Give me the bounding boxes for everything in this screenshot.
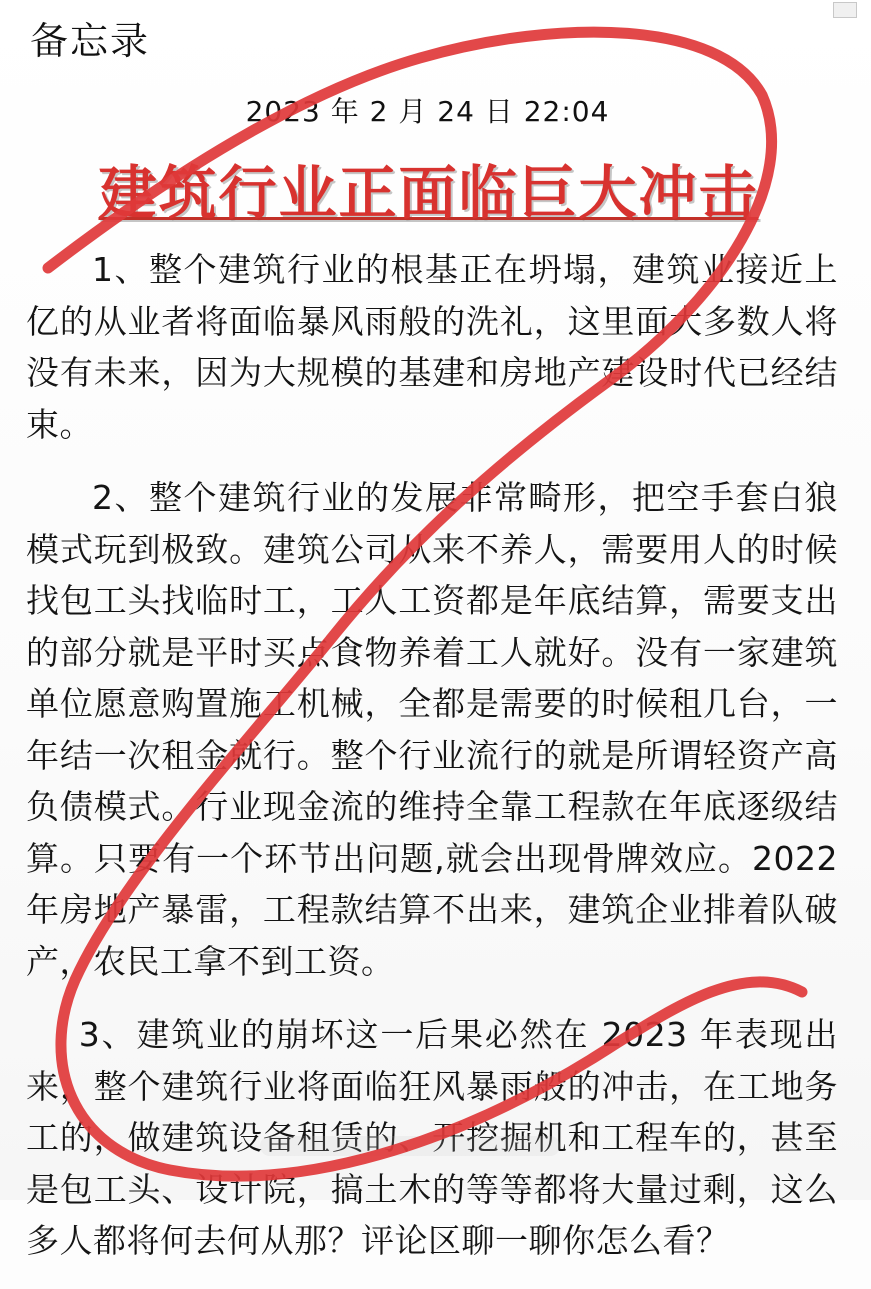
- app-title: 备忘录: [30, 19, 151, 63]
- note-datetime: 2023 年 2 月 24 日 22:04: [245, 95, 610, 128]
- window-scroll-handle[interactable]: [833, 2, 857, 18]
- note-paragraph-2: 2、整个建筑行业的发展非常畸形，把空手套白狼模式玩到极致。建筑公司从来不养人，需要用人的时候找包工头找临时工，工人工资都是年底结算，需要支出的部分就是平时买点食物养着工人就好。没有一家建筑单位愿意购置施工机械，全都是需要的时候租几台，一年结一次租金就行。整个行业流行的就是所谓轻资产高负债模式。行业现金流的维持全靠工程款在年底逐级结算。只要有一个环节出问题,就会出现骨牌效应。2022 年房地产暴雷，工程款结算不出来，建筑企业排着队破产，农民工拿不到工资。: [26, 478, 838, 981]
- note-paragraph-3: 3、建筑业的崩坏这一后果必然在 2023 年表现出来，整个建筑行业将面临狂风暴雨般的冲击，在工地务工的，做建筑设备租赁的、开挖掘机和工程车的，甚至是包工头、设计院，搞土木的等等都将大量过剩，这么多人都将何去何从那？评论区聊一聊你怎么看？: [26, 1015, 838, 1260]
- note-body[interactable]: [26, 244, 838, 1289]
- note-headline: 建筑行业正面临巨大冲击: [98, 159, 759, 227]
- watermark-blur: [260, 1136, 560, 1156]
- note-paragraph-1: 1、整个建筑行业的根基正在坍塌，建筑业接近上亿的从业者将面临暴风雨般的洗礼，这里面大多数人将没有未来，因为大规模的基建和房地产建设时代已经结束。: [26, 250, 838, 444]
